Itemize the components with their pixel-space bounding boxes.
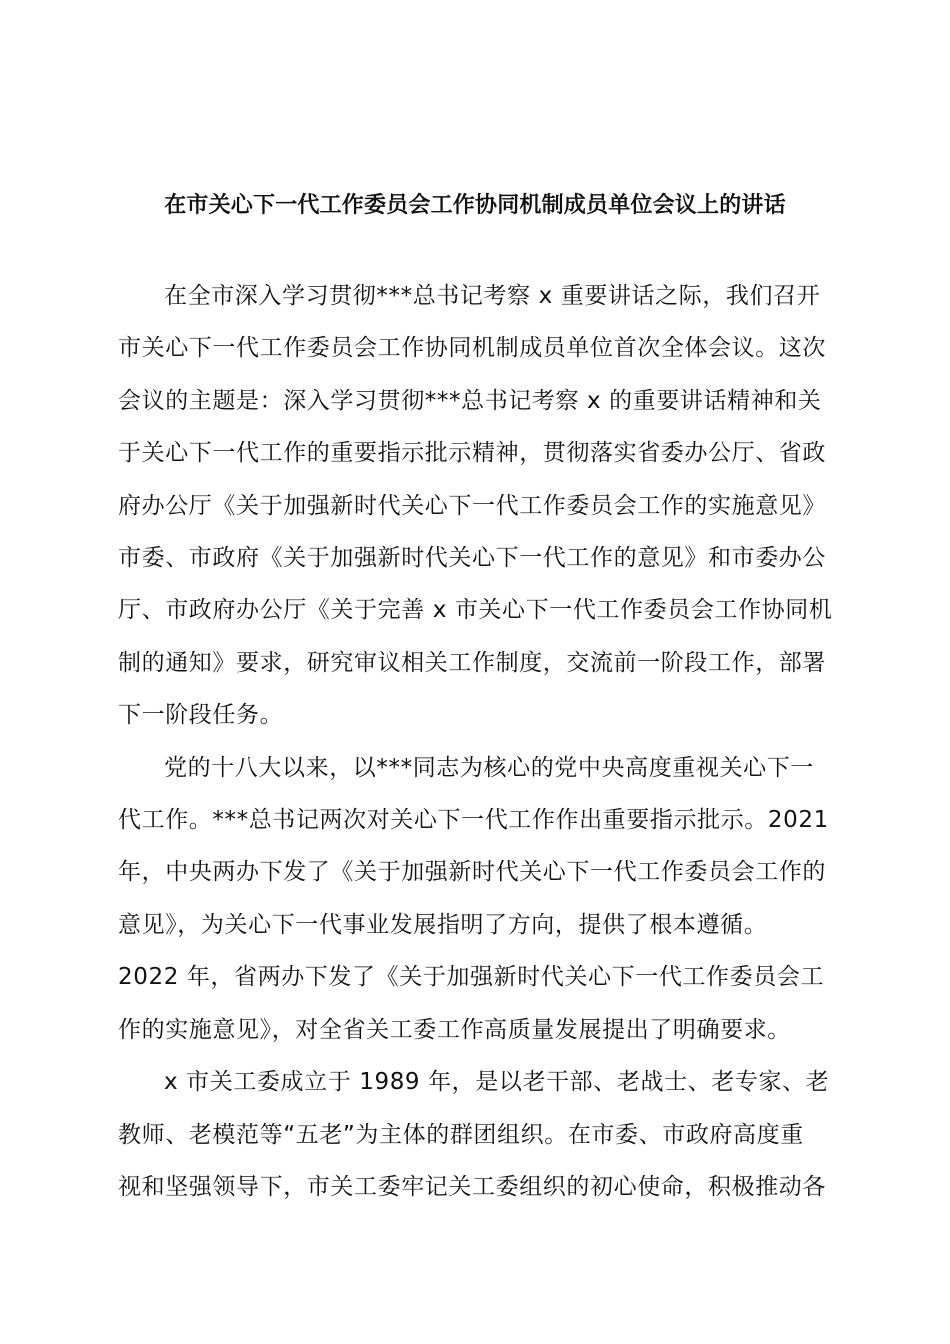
- text-line: 市委、市政府《关于加强新时代关心下一代工作的意见》和市委办公: [118, 545, 826, 572]
- paragraph-1: [118, 270, 838, 742]
- text-line: 市关心下一代工作委员会工作协同机制成员单位首次全体会议。这次: [118, 335, 826, 362]
- paragraph-2: [118, 742, 838, 1056]
- text-line: 2022 年，省两办下发了《关于加强新时代关心下一代工作委员会工: [118, 964, 825, 991]
- text-line: 会议的主题是：深入学习贯彻***总书记考察 x 的重要讲话精神和关: [118, 387, 822, 414]
- document-body: [118, 270, 838, 1213]
- text-line: x 市关工委成立于 1989 年，是以老干部、老战士、老专家、老: [164, 1069, 830, 1096]
- text-line: 意见》，为关心下一代事业发展指明了方向，提供了根本遵循。: [118, 911, 768, 938]
- text-line: 府办公厅《关于加强新时代关心下一代工作委员会工作的实施意见》: [118, 492, 826, 519]
- text-line: 党的十八大以来，以***同志为核心的党中央高度重视关心下一: [164, 754, 814, 781]
- text-line: 下一阶段任务。: [118, 702, 284, 729]
- text-line: 代工作。***总书记两次对关心下一代工作作出重要指示批示。2021: [118, 807, 829, 834]
- text-line: 视和坚强领导下，市关工委牢记关工委组织的初心使命，积极推动各: [118, 1173, 826, 1200]
- page-title: 在市关心下一代工作委员会工作协同机制成员单位会议上的讲话: [164, 193, 786, 218]
- text-line: 作的实施意见》，对全省关工委工作高质量发展提出了明确要求。: [118, 1016, 791, 1043]
- text-line: 年，中央两办下发了《关于加强新时代关心下一代工作委员会工作的: [118, 859, 826, 886]
- text-line: 教师、老模范等“五老”为主体的群团组织。在市委、市政府高度重: [118, 1121, 804, 1148]
- text-line: 于关心下一代工作的重要指示批示精神，贯彻落实省委办公厅、省政: [118, 440, 826, 467]
- text-line: 制的通知》要求，研究审议相关工作制度，交流前一阶段工作，部署: [118, 649, 826, 676]
- text-line: 厅、市政府办公厅《关于完善 x 市关心下一代工作委员会工作协同机: [118, 597, 833, 624]
- text-line: 在全市深入学习贯彻***总书记考察 x 重要讲话之际，我们召开: [164, 283, 821, 309]
- paragraph-3: [118, 1056, 838, 1213]
